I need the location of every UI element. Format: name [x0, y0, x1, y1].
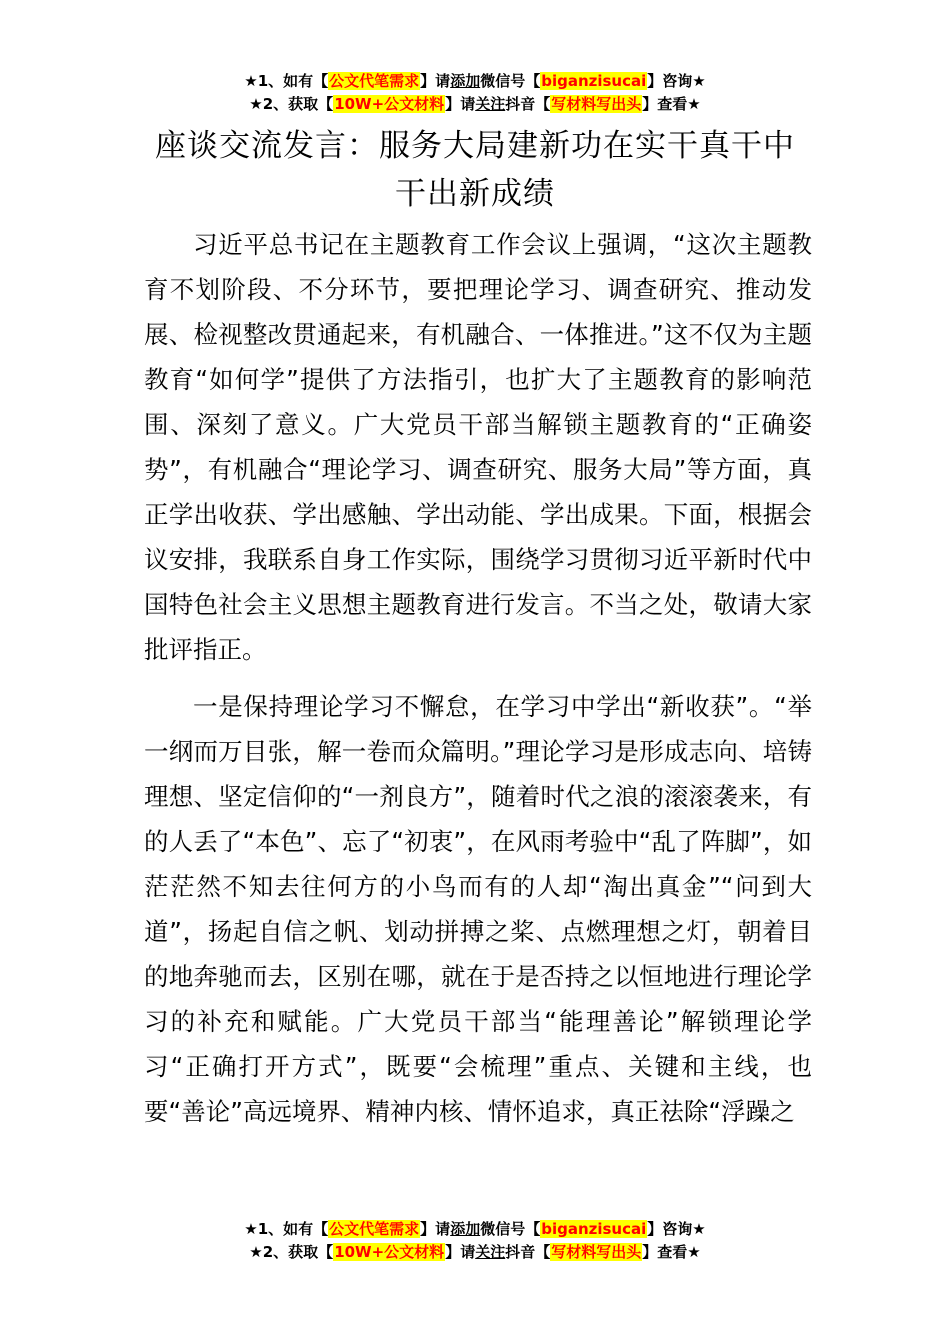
- paragraph-intro: 习近平总书记在主题教育工作会议上强调，“这次主题教育不划阶段、不分环节，要把理论学习、调查研究、推动发展、检视整改贯通起来，有机融合、一体推进。”这不仅为主题教育“如何学”提供了方法指引，也扩大了主题教育的影响范围、深刻了意义。广大党员干部当解锁主题教育的“正确姿势”，有机融合“理论学习、调查研究、服务大局”等方面，真正学出收获、学出感触、学出动能、学出成果。下面，根据会议安排，我联系自身工作实际，围绕学习贯彻习近平新时代中国特色社会主义思想主题教育进行发言。不当之处，敬请大家批评指正。: [144, 230, 812, 664]
- banner-text: 抖音【: [505, 95, 551, 113]
- banner-text: 】请: [445, 1243, 476, 1261]
- underlined-text: 添加: [450, 72, 481, 90]
- banner-line-2: [0, 1241, 950, 1264]
- banner-text: 微信号【: [480, 72, 541, 90]
- banner-text: ★1、如有【: [244, 72, 329, 90]
- highlight-text: 10W+公文材料: [334, 1243, 445, 1261]
- banner-line-1: [0, 70, 950, 93]
- promo-banner-top: [0, 70, 950, 116]
- banner-text: 微信号【: [480, 1220, 541, 1238]
- banner-text: ★2、获取【: [249, 1243, 334, 1261]
- paragraph-point-one: 一是保持理论学习不懈怠，在学习中学出“新收获”。“举一纲而万目张，解一卷而众篇明。”理论学习是形成志向、培铸理想、坚定信仰的“一剂良方”，随着时代之浪的滚滚袭来，有的人丢了“本色”、忘了“初衷”，在风雨考验中“乱了阵脚”，如茫茫然不知去往何方的小鸟而有的人却“淘出真金”“问到大道”，扬起自信之帆、划动拼搏之桨、点燃理想之灯，朝着目的地奔驰而去，区别在哪，就在于是否持之以恒地进行理论学习的补充和赋能。广大党员干部当“能理善论”解锁理论学习“正确打开方式”，既要“会梳理”重点、关键和主线，也要“善论”高远境界、精神内核、情怀追求，真正祛除“浮躁之: [144, 692, 812, 1126]
- douyin-id: 写材料写出头: [551, 1243, 642, 1261]
- underlined-text: 关注: [475, 1243, 506, 1261]
- banner-text: 抖音【: [505, 1243, 551, 1261]
- banner-text: 】查看★: [642, 1243, 701, 1261]
- banner-text: 】查看★: [642, 95, 701, 113]
- banner-text: 】请: [445, 95, 476, 113]
- wechat-id: biganzisucai: [541, 72, 647, 90]
- banner-line-2: [0, 93, 950, 116]
- highlight-text: 公文代笔需求: [329, 72, 420, 90]
- banner-text: 】咨询★: [647, 72, 706, 90]
- underlined-text: 添加: [450, 1220, 481, 1238]
- banner-text: ★2、获取【: [249, 95, 334, 113]
- banner-text: 】请: [420, 72, 451, 90]
- document-body: [144, 222, 812, 1146]
- underlined-text: 关注: [475, 95, 506, 113]
- banner-text: 】请: [420, 1220, 451, 1238]
- banner-text: 】咨询★: [647, 1220, 706, 1238]
- document-title: 座谈交流发言：服务大局建新功在实干真干中干出新成绩: [155, 128, 795, 212]
- wechat-id: biganzisucai: [541, 1220, 647, 1238]
- highlight-text: 10W+公文材料: [334, 95, 445, 113]
- highlight-text: 公文代笔需求: [329, 1220, 420, 1238]
- promo-banner-bottom: [0, 1218, 950, 1264]
- banner-line-1: [0, 1218, 950, 1241]
- banner-text: ★1、如有【: [244, 1220, 329, 1238]
- douyin-id: 写材料写出头: [551, 95, 642, 113]
